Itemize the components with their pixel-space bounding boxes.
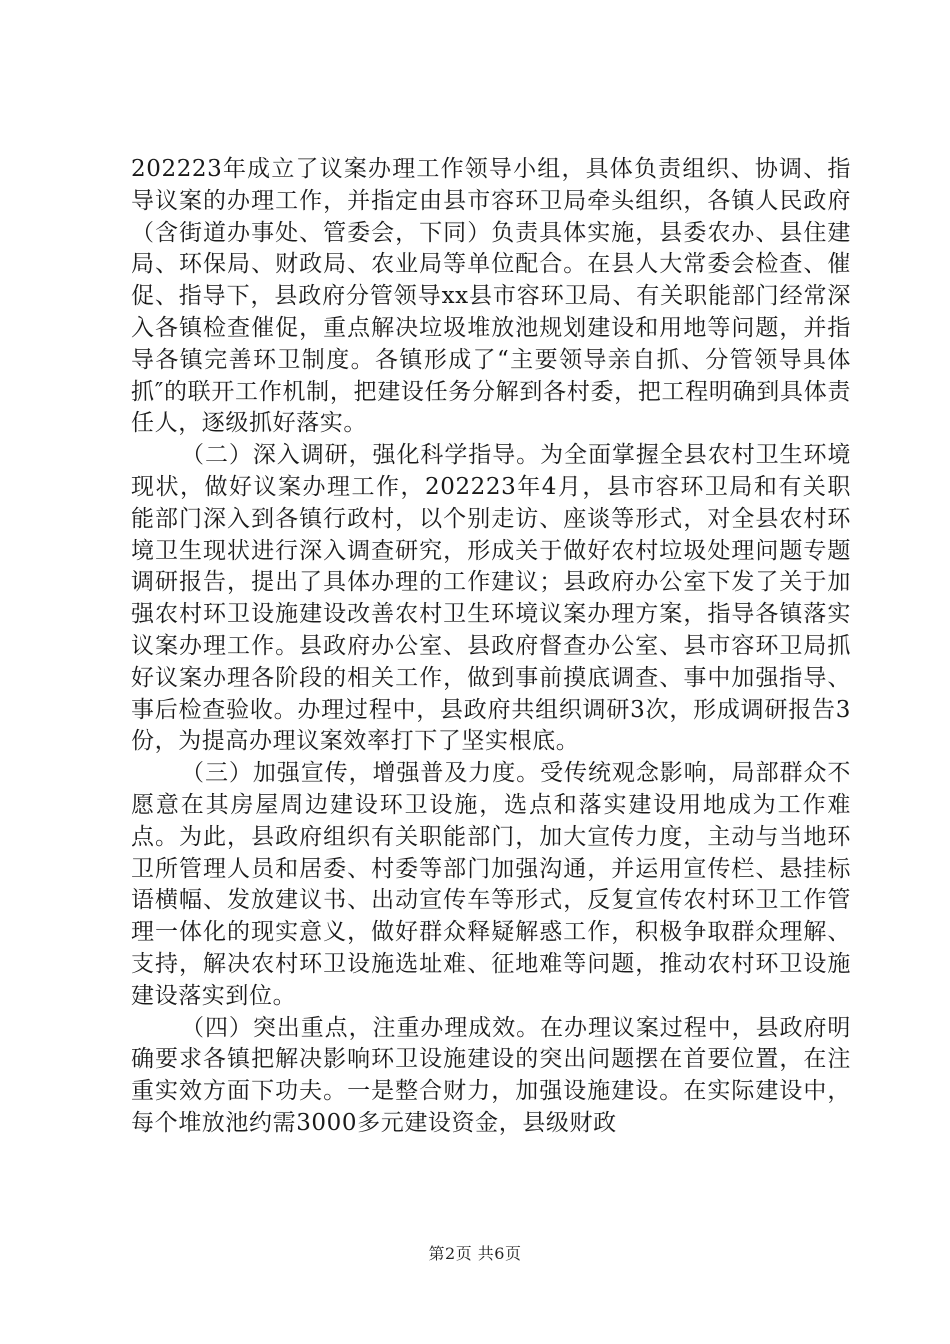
document-body	[131, 154, 851, 1140]
paragraph-section-3: （三）加强宣传，增强普及力度。受传统观念影响，局部群众不愿意在其房屋周边建设环卫设施，选点和落实建设用地成为工作难点。为此，县政府组织有关职能部门，加大宣传力度，主动与当地环卫所管理人员和居委、村委等部门加强沟通，并运用宣传栏、悬挂标语横幅、发放建议书、出动宣传车等形式，反复宣传农村环卫工作管理一体化的现实意义，做好群众释疑解惑工作，积极争取群众理解、支持，解决农村环卫设施选址难、征地难等问题，推动农村环卫设施建设落实到位。	[131, 760, 851, 1009]
page-footer: 第2页 共6页	[428, 1244, 522, 1263]
paragraph-section-2: （二）深入调研，强化科学指导。为全面掌握全县农村卫生环境现状，做好议案办理工作，202223年4月，县市容环卫局和有关职能部门深入到各镇行政村，以个别走访、座谈等形式，对全县农村环境卫生现状进行深入调查研究，形成关于做好农村垃圾处理问题专题调研报告，提出了具体办理的工作建议；县政府办公室下发了关于加强农村环卫设施建设改善农村卫生环境议案办理方案，指导各镇落实议案办理工作。县政府办公室、县政府督查办公室、县市容环卫局抓好议案办理各阶段的相关工作，做到事前摸底调查、事中加强指导、事后检查验收。办理过程中，县政府共组织调研3次，形成调研报告3份，为提高办理议案效率打下了坚实根底。	[131, 442, 851, 755]
paragraph-continuation: 202223年成立了议案办理工作领导小组，具体负责组织、协调、指导议案的办理工作，并指定由县市容环卫局牵头组织，各镇人民政府（含街道办事处、管委会，下同）负责具体实施，县委农办、县住建局、环保局、财政局、农业局等单位配合。在县人大常委会检查、催促、指导下，县政府分管领导xx县市容环卫局、有关职能部门经常深入各镇检查催促，重点解决垃圾堆放池规划建设和用地等问题，并指导各镇完善环卫制度。各镇形成了“主要领导亲自抓、分管领导具体抓″的联开工作机制，把建设任务分解到各村委，把工程明确到具体责任人，逐级抓好落实。	[131, 156, 851, 437]
paragraph-section-4: （四）突出重点，注重办理成效。在办理议案过程中，县政府明确要求各镇把解决影响环卫设施建设的突出问题摆在首要位置，在注重实效方面下功夫。一是整合财力，加强设施建设。在实际建设中，每个堆放池约需3000多元建设资金，县级财政	[131, 1014, 851, 1136]
